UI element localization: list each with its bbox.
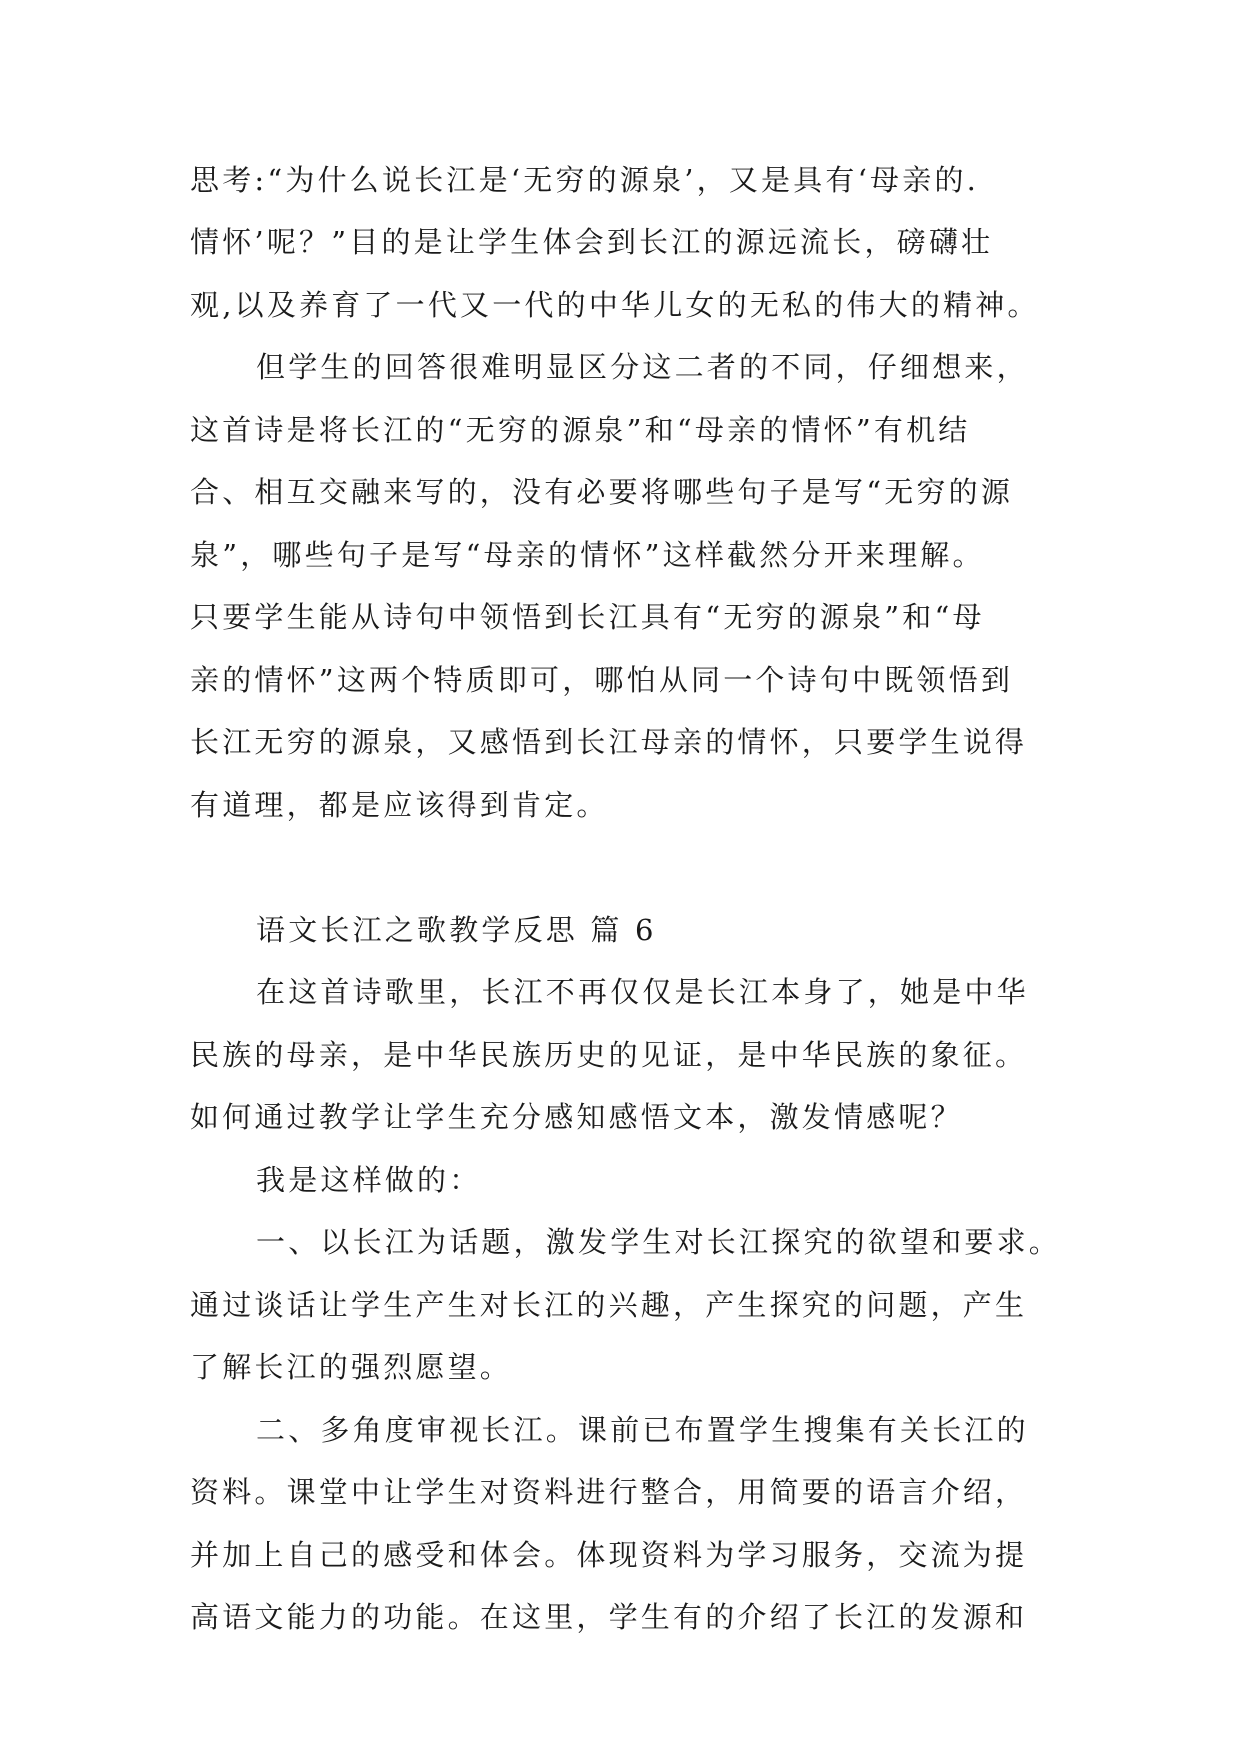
text-line: 合、相互交融来写的，没有必要将哪些句子是写“无穷的源	[190, 475, 1014, 509]
text-line: 一、以长江为话题，激发学生对长江探究的欲望和要求。	[256, 1225, 1062, 1259]
text-line: 二、多角度审视长江。课前已布置学生搜集有关长江的	[256, 1413, 1029, 1447]
text-line: 但学生的回答很难明显区分这二者的不同，仔细想来，	[256, 350, 1029, 384]
text-line: 了解长江的强烈愿望。	[190, 1350, 513, 1384]
text-line: 这首诗是将长江的“无穷的源泉”和“母亲的情怀”有机结	[190, 413, 971, 447]
text-line: 如何通过教学让学生充分感知感悟文本，激发情感呢？	[190, 1100, 963, 1134]
text-line: 并加上自己的感受和体会。体现资料为学习服务，交流为提	[190, 1538, 1028, 1572]
text-line: 泉”，哪些句子是写“母亲的情怀”这样截然分开来理解。	[190, 538, 985, 572]
text-line: 思考:“为什么说长江是‘无穷的源泉’，又是具有‘母亲的.	[190, 163, 980, 197]
section-heading: 语文长江之歌教学反思 篇 6	[256, 913, 657, 947]
text-line: 民族的母亲，是中华民族历史的见证，是中华民族的象征。	[190, 1038, 1028, 1072]
text-line: 在这首诗歌里，长江不再仅仅是长江本身了，她是中华	[256, 975, 1029, 1009]
text-line: 观,以及养育了一代又一代的中华儿女的无私的伟大的精神。	[190, 288, 1040, 322]
text-line: 长江无穷的源泉，又感悟到长江母亲的情怀，只要学生说得	[190, 725, 1028, 759]
text-line: 亲的情怀”这两个特质即可，哪怕从同一个诗句中既领悟到	[190, 663, 1014, 697]
text-line: 有道理，都是应该得到肯定。	[190, 788, 609, 822]
text-line: 高语文能力的功能。在这里，学生有的介绍了长江的发源和	[190, 1600, 1028, 1634]
text-line: 我是这样做的：	[256, 1163, 482, 1197]
text-line: 情怀’呢？”目的是让学生体会到长江的源远流长，磅礴壮	[190, 225, 994, 259]
text-line: 只要学生能从诗句中领悟到长江具有“无穷的源泉”和“母	[190, 600, 985, 634]
text-line: 通过谈话让学生产生对长江的兴趣，产生探究的问题，产生	[190, 1288, 1028, 1322]
text-line: 资料。课堂中让学生对资料进行整合，用简要的语言介绍，	[190, 1475, 1028, 1509]
